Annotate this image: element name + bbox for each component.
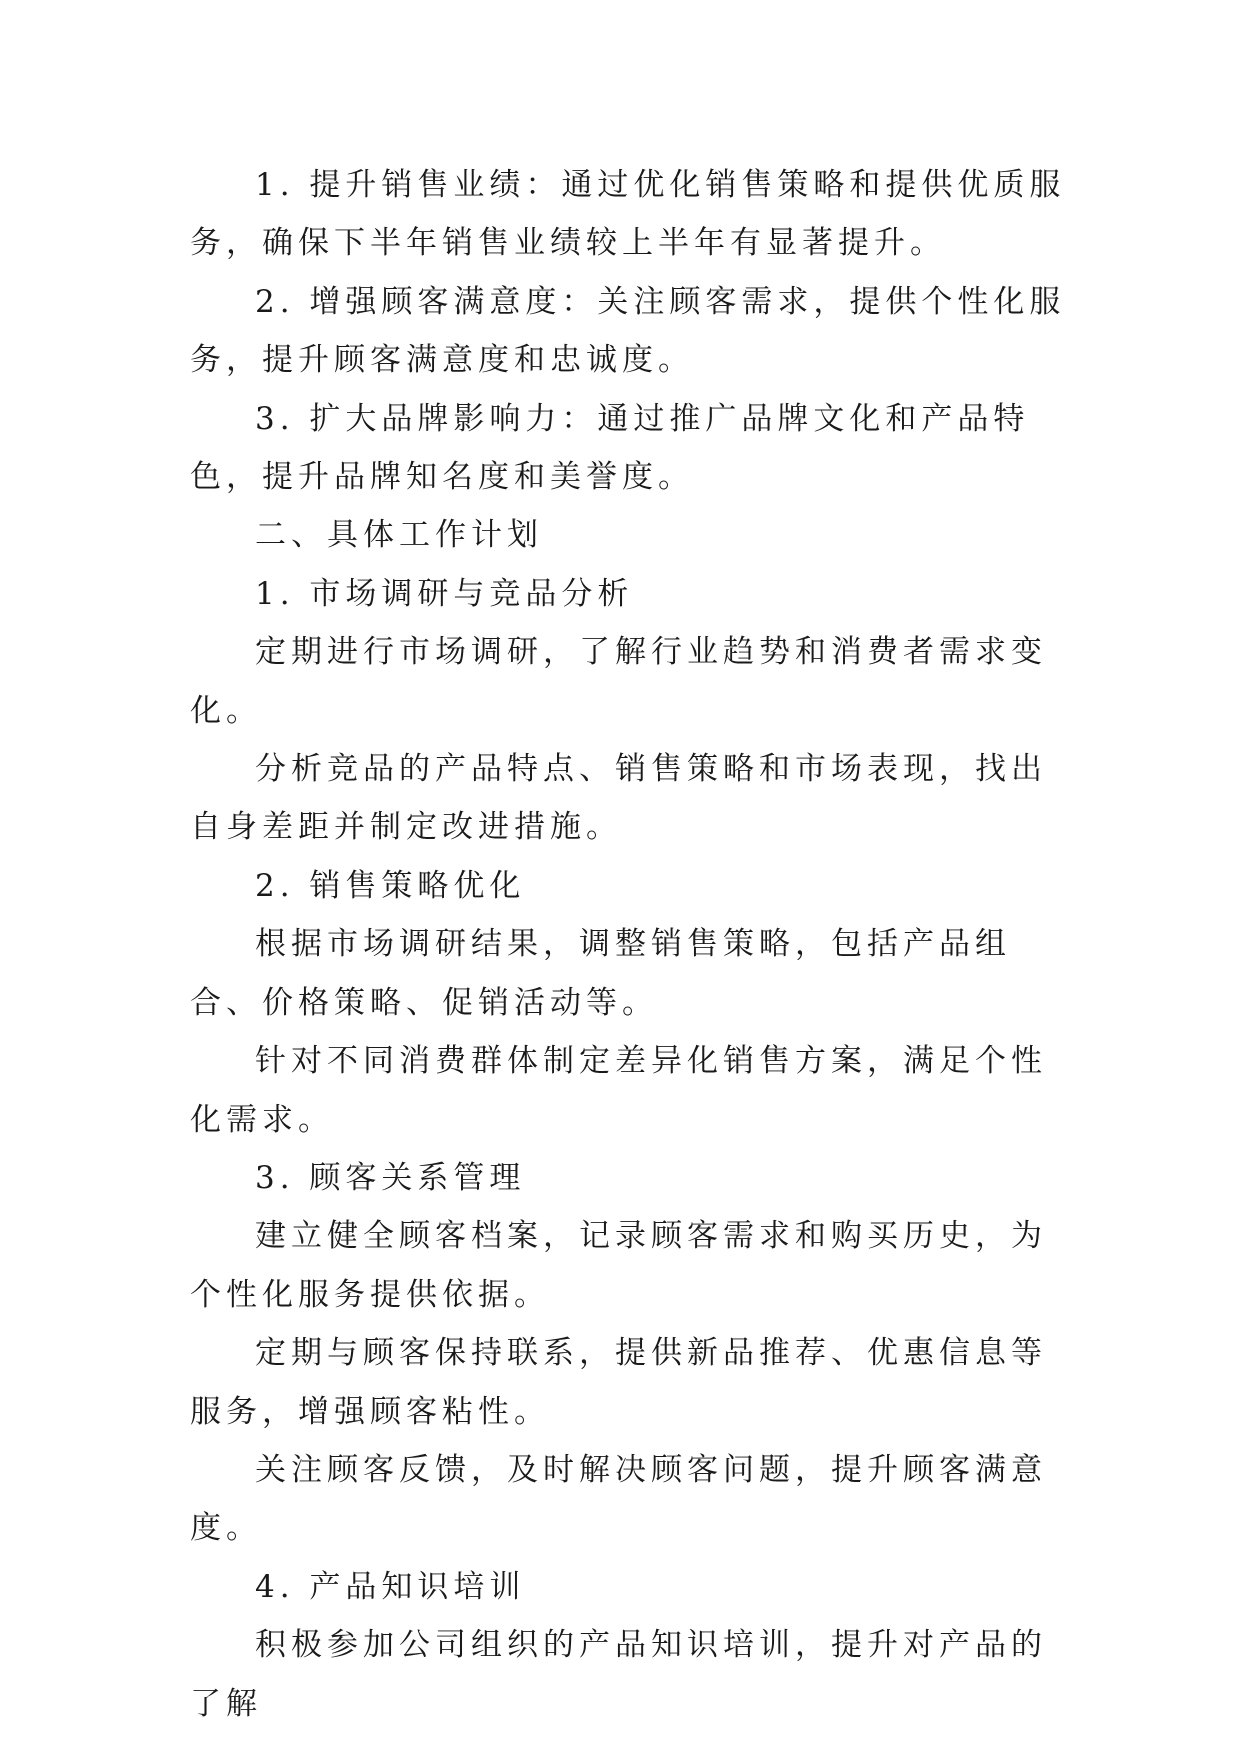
paragraph-customer-relations-3: 关注顾客反馈，及时解决顾客问题，提升顾客满意度。	[190, 1451, 1047, 1547]
goal-brand-influence: 3. 扩大品牌影响力：通过推广品牌文化和产品特色，提升品牌知名度和美誉度。	[190, 400, 1030, 496]
paragraph-product-training-1: 积极参加公司组织的产品知识培训，提升对产品的了解	[190, 1627, 1047, 1722]
paragraph-market-research-2: 分析竞品的产品特点、销售策略和市场表现，找出自身差距并制定改进措施。	[190, 751, 1047, 846]
paragraph-customer-relations-2: 定期与顾客保持联系，提供新品推荐、优惠信息等服务，增强顾客粘性。	[190, 1335, 1047, 1430]
subheading-product-training: 4. 产品知识培训	[255, 1568, 526, 1605]
subheading-customer-relations: 3. 顾客关系管理	[255, 1159, 526, 1196]
section-heading-work-plan: 二、具体工作计划	[255, 517, 543, 554]
subheading-market-research: 1. 市场调研与竞品分析	[255, 575, 634, 612]
paragraph-customer-relations-1: 建立健全顾客档案，记录顾客需求和购买历史，为个性化服务提供依据。	[190, 1218, 1047, 1313]
paragraph-market-research-1: 定期进行市场调研，了解行业趋势和消费者需求变化。	[190, 634, 1047, 729]
goal-sales-performance: 1. 提升销售业绩：通过优化销售策略和提供优质服务，确保下半年销售业绩较上半年有显著提升。	[190, 167, 1066, 262]
paragraph-sales-strategy-1: 根据市场调研结果，调整销售策略，包括产品组合、价格策略、促销活动等。	[190, 926, 1011, 1021]
paragraph-sales-strategy-2: 针对不同消费群体制定差异化销售方案，满足个性化需求。	[190, 1043, 1047, 1138]
goal-customer-satisfaction: 2. 增强顾客满意度：关注顾客需求，提供个性化服务，提升顾客满意度和忠诚度。	[190, 283, 1066, 379]
subheading-sales-strategy: 2. 销售策略优化	[255, 867, 526, 904]
document-body	[190, 156, 1070, 1733]
